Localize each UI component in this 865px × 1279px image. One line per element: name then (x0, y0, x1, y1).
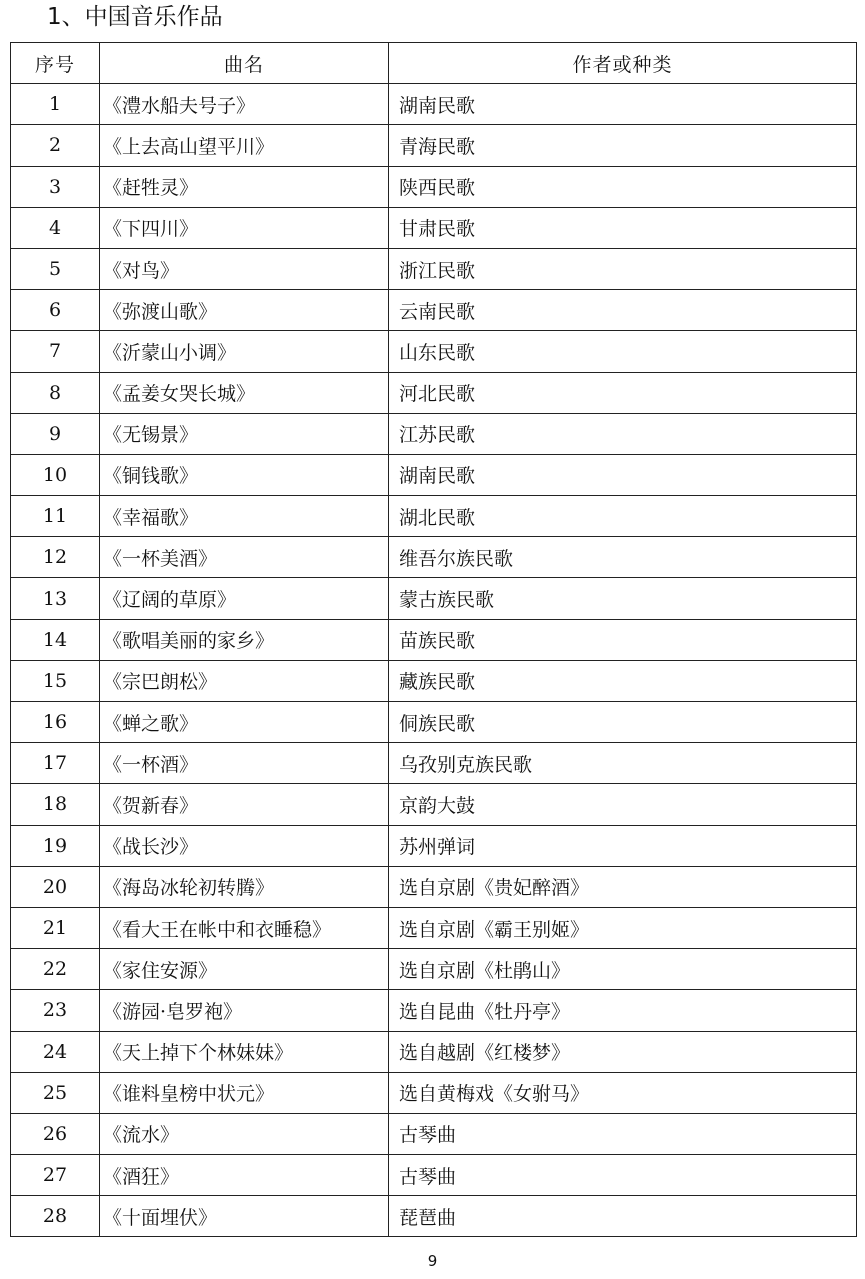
song-type: 古琴曲 (389, 1155, 857, 1196)
row-number: 6 (11, 290, 100, 331)
table-row (11, 866, 857, 907)
song-title: 《无锡景》 (100, 413, 389, 454)
row-number: 22 (11, 949, 100, 990)
row-number: 21 (11, 907, 100, 948)
table-row (11, 331, 857, 372)
table-row (11, 496, 857, 537)
song-title: 《酒狂》 (100, 1155, 389, 1196)
song-title: 《弥渡山歌》 (100, 290, 389, 331)
row-number: 27 (11, 1155, 100, 1196)
row-number: 4 (11, 207, 100, 248)
song-title: 《孟姜女哭长城》 (100, 372, 389, 413)
table-header-row (11, 43, 857, 84)
song-title: 《对鸟》 (100, 248, 389, 289)
song-title: 《战长沙》 (100, 825, 389, 866)
song-type: 选自昆曲《牡丹亭》 (389, 990, 857, 1031)
table-row (11, 413, 857, 454)
song-type: 侗族民歌 (389, 702, 857, 743)
row-number: 2 (11, 125, 100, 166)
song-title: 《沂蒙山小调》 (100, 331, 389, 372)
table-row (11, 248, 857, 289)
song-type: 琵琶曲 (389, 1196, 857, 1237)
song-title: 《十面埋伏》 (100, 1196, 389, 1237)
table-row (11, 784, 857, 825)
song-title: 《歌唱美丽的家乡》 (100, 619, 389, 660)
table-row (11, 537, 857, 578)
song-title: 《海岛冰轮初转腾》 (100, 866, 389, 907)
song-type: 选自京剧《贵妃醉酒》 (389, 866, 857, 907)
table-row (11, 949, 857, 990)
table-row (11, 454, 857, 495)
row-number: 5 (11, 248, 100, 289)
song-type: 陕西民歌 (389, 166, 857, 207)
song-type: 湖北民歌 (389, 496, 857, 537)
song-title: 《铜钱歌》 (100, 454, 389, 495)
song-title: 《贺新春》 (100, 784, 389, 825)
song-type: 江苏民歌 (389, 413, 857, 454)
song-type: 湖南民歌 (389, 84, 857, 125)
table-row (11, 578, 857, 619)
song-title: 《一杯酒》 (100, 743, 389, 784)
song-title: 《天上掉下个林妹妹》 (100, 1031, 389, 1072)
song-type: 选自京剧《杜鹃山》 (389, 949, 857, 990)
song-title: 《家住安源》 (100, 949, 389, 990)
song-type: 乌孜别克族民歌 (389, 743, 857, 784)
row-number: 13 (11, 578, 100, 619)
song-type: 山东民歌 (389, 331, 857, 372)
song-title: 《游园·皂罗袍》 (100, 990, 389, 1031)
header-number: 序号 (11, 43, 100, 84)
song-title: 《澧水船夫号子》 (100, 84, 389, 125)
table-row (11, 1155, 857, 1196)
header-title: 曲名 (100, 43, 389, 84)
row-number: 17 (11, 743, 100, 784)
song-type: 古琴曲 (389, 1113, 857, 1154)
song-type: 苏州弹词 (389, 825, 857, 866)
song-type: 京韵大鼓 (389, 784, 857, 825)
song-title: 《上去高山望平川》 (100, 125, 389, 166)
row-number: 12 (11, 537, 100, 578)
song-title: 《辽阔的草原》 (100, 578, 389, 619)
song-title: 《一杯美酒》 (100, 537, 389, 578)
table-row (11, 1031, 857, 1072)
table-body (11, 84, 857, 1237)
table-row (11, 1113, 857, 1154)
section-title: 1、中国音乐作品 (47, 4, 223, 30)
table-row (11, 372, 857, 413)
song-type: 湖南民歌 (389, 454, 857, 495)
song-type: 蒙古族民歌 (389, 578, 857, 619)
row-number: 7 (11, 331, 100, 372)
table-row (11, 207, 857, 248)
row-number: 14 (11, 619, 100, 660)
row-number: 8 (11, 372, 100, 413)
table-row (11, 1196, 857, 1237)
table-row (11, 1072, 857, 1113)
row-number: 24 (11, 1031, 100, 1072)
song-type: 维吾尔族民歌 (389, 537, 857, 578)
row-number: 10 (11, 454, 100, 495)
row-number: 26 (11, 1113, 100, 1154)
song-type: 云南民歌 (389, 290, 857, 331)
song-title: 《蝉之歌》 (100, 702, 389, 743)
table-row (11, 702, 857, 743)
page-number: 9 (427, 1252, 438, 1270)
row-number: 18 (11, 784, 100, 825)
table-row (11, 825, 857, 866)
table-row (11, 907, 857, 948)
table-row (11, 990, 857, 1031)
song-title: 《幸福歌》 (100, 496, 389, 537)
song-type: 选自京剧《霸王别姬》 (389, 907, 857, 948)
row-number: 28 (11, 1196, 100, 1237)
row-number: 16 (11, 702, 100, 743)
row-number: 9 (11, 413, 100, 454)
row-number: 23 (11, 990, 100, 1031)
header-type: 作者或种类 (389, 43, 857, 84)
song-type: 苗族民歌 (389, 619, 857, 660)
song-type: 选自越剧《红楼梦》 (389, 1031, 857, 1072)
song-title: 《赶牲灵》 (100, 166, 389, 207)
table-row (11, 619, 857, 660)
song-type: 青海民歌 (389, 125, 857, 166)
table-row (11, 743, 857, 784)
song-type: 甘肃民歌 (389, 207, 857, 248)
song-type: 藏族民歌 (389, 660, 857, 701)
row-number: 15 (11, 660, 100, 701)
table-row (11, 166, 857, 207)
song-type: 选自黄梅戏《女驸马》 (389, 1072, 857, 1113)
music-works-table (10, 42, 857, 1237)
table-row (11, 84, 857, 125)
row-number: 20 (11, 866, 100, 907)
table-row (11, 290, 857, 331)
song-title: 《流水》 (100, 1113, 389, 1154)
table-row (11, 125, 857, 166)
song-type: 河北民歌 (389, 372, 857, 413)
song-title: 《下四川》 (100, 207, 389, 248)
song-type: 浙江民歌 (389, 248, 857, 289)
row-number: 1 (11, 84, 100, 125)
song-title: 《谁料皇榜中状元》 (100, 1072, 389, 1113)
row-number: 3 (11, 166, 100, 207)
row-number: 25 (11, 1072, 100, 1113)
song-title: 《看大王在帐中和衣睡稳》 (100, 907, 389, 948)
row-number: 11 (11, 496, 100, 537)
table-row (11, 660, 857, 701)
row-number: 19 (11, 825, 100, 866)
song-title: 《宗巴朗松》 (100, 660, 389, 701)
